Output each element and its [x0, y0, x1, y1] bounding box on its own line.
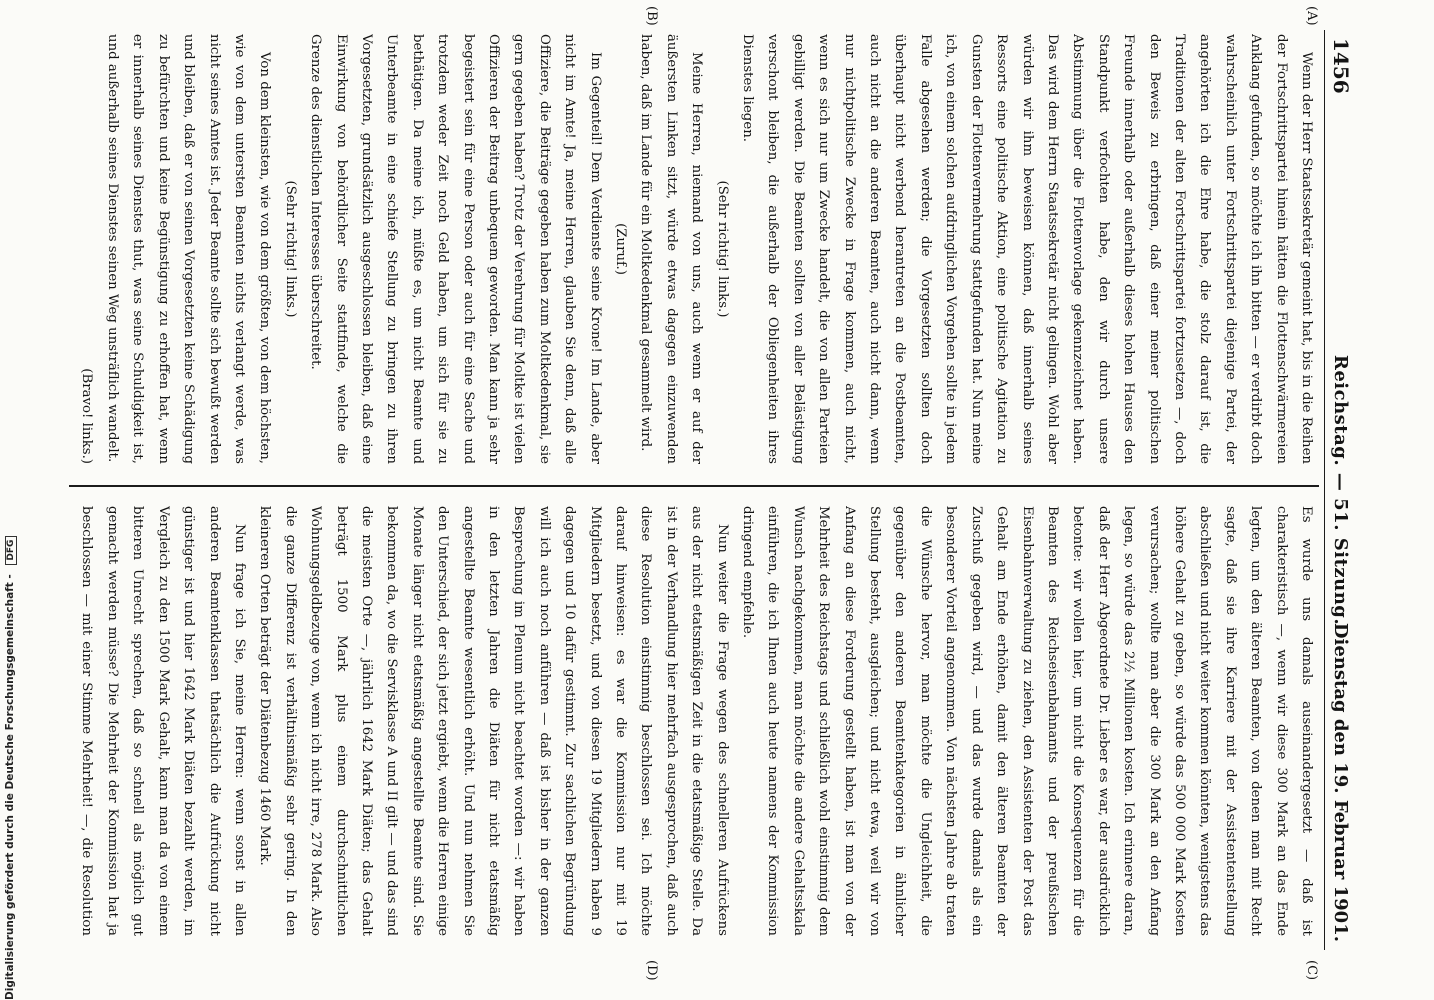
paragraph: Meine Herren, niemand von uns, auch wenn er auf der äußersten Linken sitzt, würde etwas dagegen einzuwenden haben, daß im Lande für ein Moltkedenkmal gesammelt wird.: [638, 34, 705, 464]
paragraph: Nun frage ich Sie, meine Herren: wenn sonst in allen anderen Beamtenklassen thatsächlich die Aufrückung nicht günstiger ist und hier 1642 Mark Diäten bezahlt werden, im Vergleich zu den 1500 Mark Gehalt, kann man da von einem bitteren Unrecht sprechen, daß so schnell als möglich gut gemacht werden müsse? Die Mehrheit der Kommission hat ja beschlossen — mit einer Stimme Mehrheit! —, die Resolution: [79, 506, 247, 936]
paragraph: [69, 34, 74, 464]
dfg-logo: DFG: [5, 536, 17, 565]
rotated-page: [65, 6, 1359, 981]
margin-mark-b: (B): [644, 6, 659, 26]
paragraph: Nun weiter die Frage wegen des schnelleren Aufrückens aus der nicht etatsmäßigen Zeit in die etatsmäßige Stelle. Da ist in der Verhandlung hier mehrfach ausgesprochen, daß auch diese Resolution einstimmig beschlossen sei. Ich möchte darauf hinweisen: es war die Kommission nur mit 19 Mitgliedern besetzt, und von diesen 19 Mitgliedern haben 9 dagegen und 10 dafür gestimmt. Zur sachlichen Begründung will ich auch noch anführen — daß ist bisher in der ganzen Besprechung im Plenum nicht beachtet worden —: wir haben in den letzten Jahren die Diäten für nicht etatsmäßig angestellte Beamte wesentlich erhöht. Und nun nehmen Sie den Unterschied, der sich jetzt ergiebt, wenn die Herren einige Monate länger nicht etatsmäßig angestellte Beamte sind. Sie bekommen da, wo die Servisklasse A und II gilt — und das sind die meisten Orte —, jährlich 1642 Mark Diäten; das Gehalt beträgt 1500 Mark plus einem durchschnittlichen Wohnungsgeldbezuge von, wenn ich nicht irre, 278 Mark. Also die ganze Differenz ist verhältnismäßig sehr gering. In den kleineren Orten beträgt der Diätenbezug 1460 Mark.: [257, 506, 730, 936]
margin-mark-a: (A): [1304, 6, 1319, 26]
column-divider: [69, 485, 1319, 487]
page-header: [1324, 30, 1359, 950]
interjection: (Zuruf.): [613, 223, 629, 275]
interjection: (Sehr richtig! links.): [714, 180, 730, 318]
page-date: Dienstag den 19. Februar 1901.: [1330, 622, 1351, 942]
paragraph: Von dem kleinsten, wie von dem größten, von dem höchsten, wie von dem untersten Beamten nichts verlangt werde, was nicht seines Amtes ist. Jeder Beamte sollte sich bewußt werden und bleiben, daß er von seinen Vorgesetzten keine Schädigung zu befürchten und keine Begünstigung zu erhoffen hat, wenn er innerhalb seines Dienstes thut, was seine Schuldigkeit ist, und außerhalb seines Dienstes seinen Weg unsträflich wandelt.: [104, 34, 273, 464]
digitization-text: Digitalisierung gefördert durch die Deutsche Forschungsgemeinschaft -: [4, 574, 16, 1000]
paragraph: Es wurde uns damals auseinandergesetzt — daß ist charakteristisch —, wenn wir diese 300 Mark an das Ende legten, um den älteren Beamten, von denen man mit Recht sagte, daß sie ihre Karriere mit der Assistentenstellung abschließen und nicht weiter kommen könnten, wenigstens das höhere Gehalt zu geben, so würde das 500 000 Mark Kosten verursachen; wollte man aber die 300 Mark an den Anfang legen, so würde das 2½ Millionen kosten. Ich erinnere daran, daß der Herr Abgeordnete Dr. Lieber es war, der ausdrücklich betonte: wir wollen hier, um nicht die Konsequenzen für die Beamten des Reichseisenbahnamts und der preußischen Eisenbahnverwaltung zu ziehen, den Assistenten der Post das Gehalt am Ende erhöhen, damit den älteren Beamten der Zuschuß gegeben wird, — und das wurde damals als ein besonderer Vorteil angenommen. Von nächsten Jahre ab traten die Wünsche hervor, man möchte die Ungleichheit, die gegenüber den anderen Beamtenkategorien in ähnlicher Stellung besteht, ausgleichen; und nicht etwa, weil wir von Anfang an diese Forderung gestellt haben, ist man von der Mehrheit des Reichstags und schließlich wohl einstimmig dem Wunsch nachgekommen, man möchte die andere Gehaltsskala einführen, die ich Ihnen auch heute namens der Kommission dringend empfehle.: [740, 506, 1314, 936]
digitization-note: [4, 0, 24, 1000]
paragraph: Wenn der Herr Staatssekretär gemeint hat, bis in die Reihen der Fortschrittspartei hinein hätten die Flottenschwärmereien Anklang gefunden, so möchte ich ihn bitten — er verdirbt doch wahrscheinlich unter Fortschrittspartei diejenige Partei, der angehörten ich die Ehre habe, die stolz darauf ist, die Traditionen der alten Fortschrittspartei fortzusetzen —, doch den Beweis zu erbringen, daß einer meiner politischen Freunde innerhalb oder außerhalb dieses hohen Hauses den Standpunkt verfochten habe, den wir durch unsere Abstimmung über die Flottenvorlage gekennzeichnet haben. Das wird dem Herrn Staatssekretär nicht gelingen. Wohl aber würden wir ihm beweisen können, daß innerhalb seines Ressorts eine politische Aktion, eine politische Agitation zu Gunsten der Flottenvermehrung stattgefunden hat. Nun meine ich, von einem solchen aufdringlichen Vorgehen sollte in jedem Falle abgesehen werden; die Vorgesetzten sollten doch überhaupt nicht werbend herantreten an die Postbeamten, auch nicht an die anderen Beamten, auch nicht dann, wenn nur nichtpolitische Zwecke in Frage kommen, auch nicht, wenn es sich nur um Zwecke handelt, die von allen Parteien gebilligt werden. Die Beamten sollten von aller Belästigung verschont bleiben, die außerhalb der Obliegenheiten ihres Dienstes liegen.: [740, 34, 1314, 464]
page-title: Reichstag. — 51. Sitzung.: [1330, 354, 1351, 626]
interjection: (Sehr richtig! links.): [282, 180, 298, 318]
margin-mark-d: (D): [644, 960, 659, 981]
page-number: 1456: [1329, 38, 1353, 94]
right-column: [69, 506, 1319, 936]
paragraph: Im Gegenteil! Dem Verdienste seine Krone! Im Lande, aber nicht im Amte! Ja, meine Herren, glauben Sie denn, daß alle Offiziere, die Beiträge gegeben haben zum Moltkedenkmal, sie gern gegeben haben? Trotz der Verehrung für Moltke ist vielen Offizieren der Beitrag unbequem geworden. Man kann ja sehr begeistert sein für eine Person oder auch für eine Sache und trotzdem weder Zeit noch Geld haben, um sich für sie zu bethätigen. Da meine ich, müßte es, um nicht Beamte und Unterbeamte in eine schiefe Stellung zu bringen zu ihren Vorgesetzten, grundsätzlich ausgeschlossen bleiben, daß eine Einwirkung von behördlicher Seite stattfinde, welche die Grenze des dienstlichen Interesses überschreitet.: [308, 34, 603, 464]
left-column: [69, 34, 1319, 464]
interjection: (Bravo! links.): [79, 368, 95, 464]
margin-mark-c: (C): [1304, 960, 1319, 981]
